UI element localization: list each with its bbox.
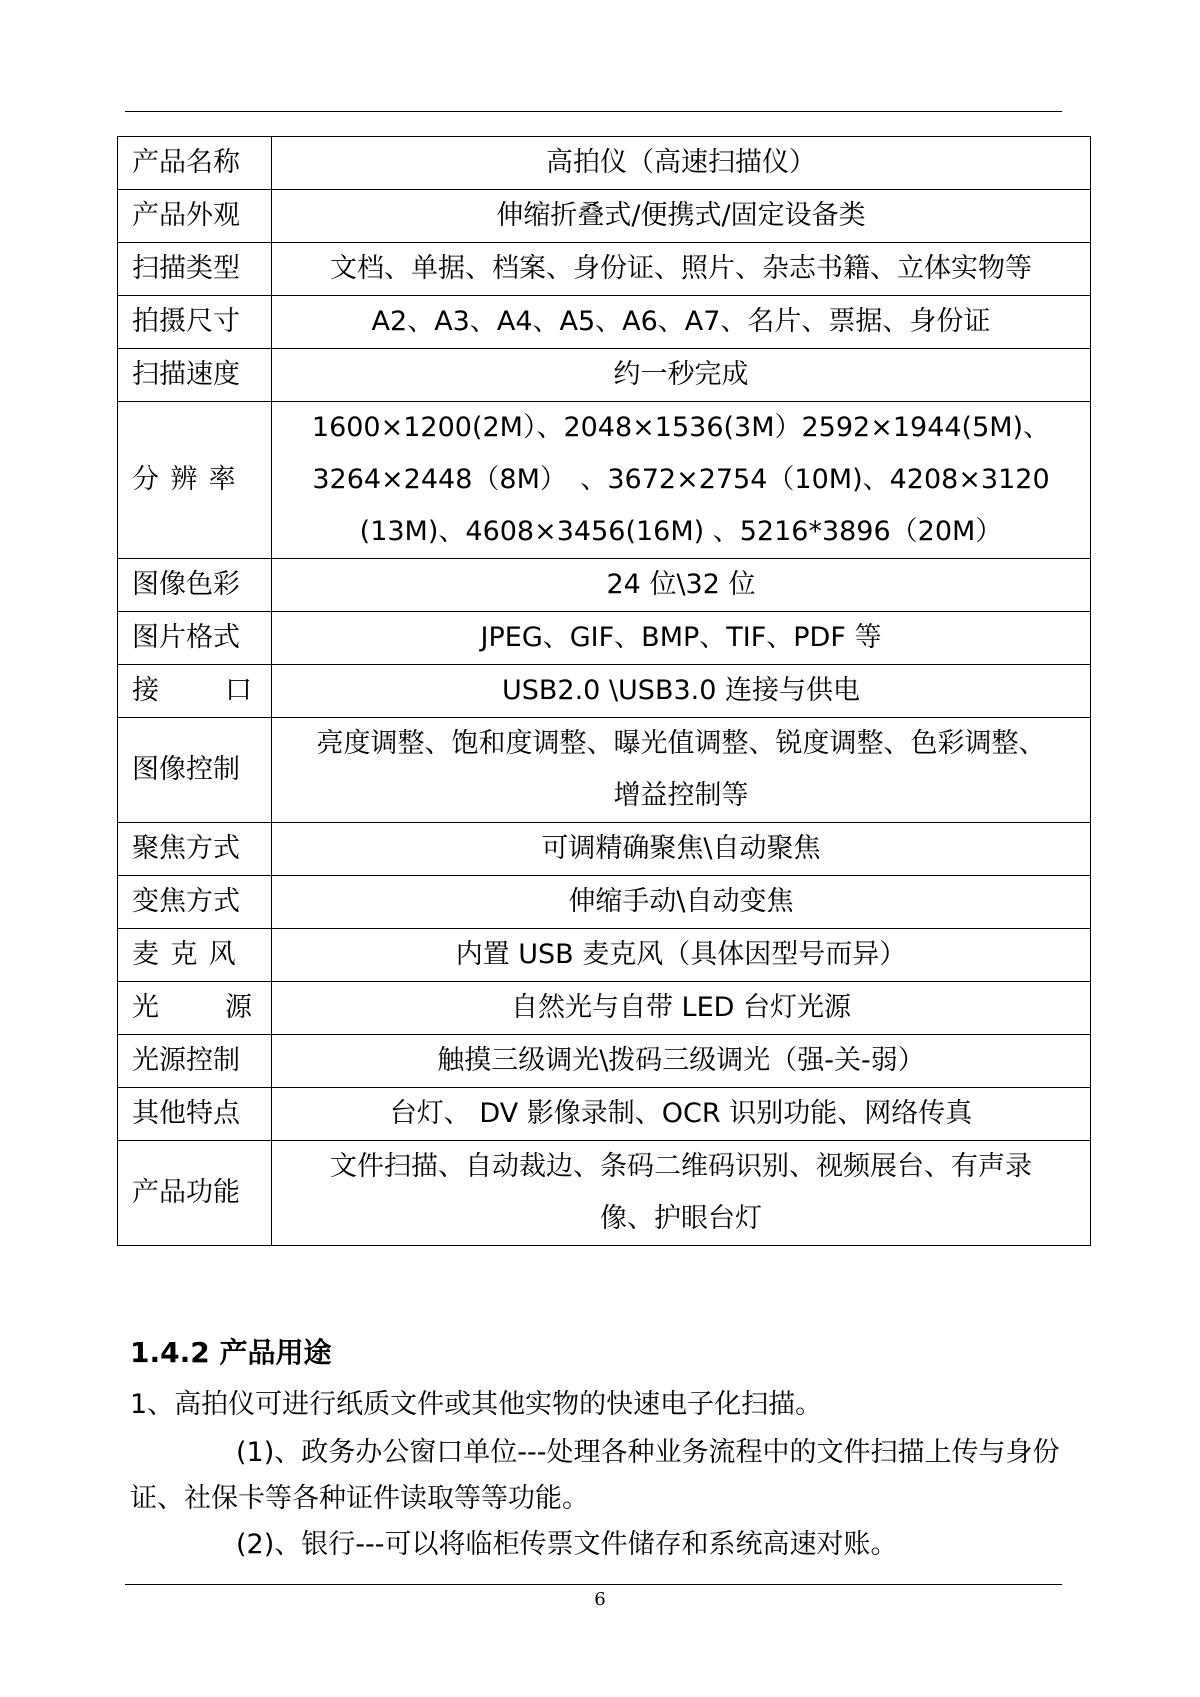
table-row — [118, 718, 1091, 823]
row-label: 其他特点 — [118, 1088, 272, 1141]
header-rule — [125, 111, 1062, 112]
table-row — [118, 137, 1091, 190]
row-label: 产品外观 — [118, 190, 272, 243]
row-value: 触摸三级调光\拨码三级调光（强-关-弱） — [272, 1035, 1091, 1088]
row-label: 扫描速度 — [118, 349, 272, 402]
table-row — [118, 190, 1091, 243]
footer-rule — [125, 1584, 1062, 1585]
row-value: 可调精确聚焦\自动聚焦 — [272, 823, 1091, 876]
table-row — [118, 823, 1091, 876]
body-paragraph: (1)、政务办公窗口单位---处理各种业务流程中的文件扫描上传与身份证、社保卡等各种证件读取等等功能。 — [130, 1437, 1060, 1514]
value-line: 3264×2448（8M） 、3672×2754（10M)、4208×3120 — [312, 464, 1050, 495]
row-label: 图像控制 — [118, 718, 272, 823]
row-label: 扫描类型 — [118, 243, 272, 296]
row-value: JPEG、GIF、BMP、TIF、PDF 等 — [272, 612, 1091, 665]
body-paragraph: (2)、银行---可以将临柜传票文件储存和系统高速对账。 — [236, 1529, 898, 1560]
row-value: 伸缩手动\自动变焦 — [272, 876, 1091, 929]
row-label — [118, 402, 272, 559]
row-value: 自然光与自带 LED 台灯光源 — [272, 982, 1091, 1035]
value-line: 像、护眼台灯 — [600, 1203, 762, 1234]
row-label: 图片格式 — [118, 612, 272, 665]
row-label-text: 麦克风 — [132, 939, 248, 970]
value-line: 1600×1200(2M）、2048×1536(3M）2592×1944(5M)、 — [311, 412, 1051, 443]
table-row — [118, 559, 1091, 612]
page-number: 6 — [594, 1589, 606, 1610]
label-char: 光 — [132, 992, 159, 1023]
row-label: 拍摄尺寸 — [118, 296, 272, 349]
spec-table — [117, 136, 1091, 1246]
row-value: 24 位\32 位 — [272, 559, 1091, 612]
section-heading: 1.4.2 产品用途 — [130, 1336, 332, 1369]
label-char: 源 — [225, 992, 252, 1023]
table-row — [118, 929, 1091, 982]
row-label — [118, 982, 272, 1035]
row-label-text — [132, 982, 252, 1034]
row-label: 图像色彩 — [118, 559, 272, 612]
row-label — [118, 665, 272, 718]
row-value: A2、A3、A4、A5、A6、A7、名片、票据、身份证 — [272, 296, 1091, 349]
row-label-text: 分辨率 — [132, 464, 248, 495]
value-line: (13M)、4608×3456(16M) 、5216*3896（20M） — [359, 516, 1003, 547]
table-row — [118, 243, 1091, 296]
label-char: 接 — [132, 675, 159, 706]
table-row — [118, 1088, 1091, 1141]
row-value: 高拍仪（高速扫描仪） — [272, 137, 1091, 190]
value-line: 增益控制等 — [613, 780, 749, 811]
row-label: 产品名称 — [118, 137, 272, 190]
row-value — [272, 402, 1091, 559]
row-value: 约一秒完成 — [272, 349, 1091, 402]
value-line: 亮度调整、饱和度调整、曝光值调整、锐度调整、色彩调整、 — [316, 728, 1046, 759]
row-value: 内置 USB 麦克风（具体因型号而异） — [272, 929, 1091, 982]
row-label: 光源控制 — [118, 1035, 272, 1088]
table-row — [118, 665, 1091, 718]
table-row — [118, 1035, 1091, 1088]
row-value: 伸缩折叠式/便携式/固定设备类 — [272, 190, 1091, 243]
table-row — [118, 876, 1091, 929]
body-paragraph: 1、高拍仪可进行纸质文件或其他实物的快速电子化扫描。 — [130, 1389, 823, 1420]
table-row — [118, 349, 1091, 402]
table-row — [118, 402, 1091, 559]
value-line: 文件扫描、自动裁边、条码二维码识别、视频展台、有声录 — [330, 1151, 1032, 1182]
label-char: 口 — [225, 675, 252, 706]
row-label — [118, 929, 272, 982]
row-label: 产品功能 — [118, 1141, 272, 1246]
row-label: 变焦方式 — [118, 876, 272, 929]
row-value: 文档、单据、档案、身份证、照片、杂志书籍、立体实物等 — [272, 243, 1091, 296]
row-value — [272, 718, 1091, 823]
table-row — [118, 296, 1091, 349]
row-value — [272, 1141, 1091, 1246]
table-row — [118, 1141, 1091, 1246]
row-value: USB2.0 \USB3.0 连接与供电 — [272, 665, 1091, 718]
row-label-text — [132, 665, 252, 717]
row-value: 台灯、 DV 影像录制、OCR 识别功能、网络传真 — [272, 1088, 1091, 1141]
table-row — [118, 982, 1091, 1035]
table-row — [118, 612, 1091, 665]
row-label: 聚焦方式 — [118, 823, 272, 876]
